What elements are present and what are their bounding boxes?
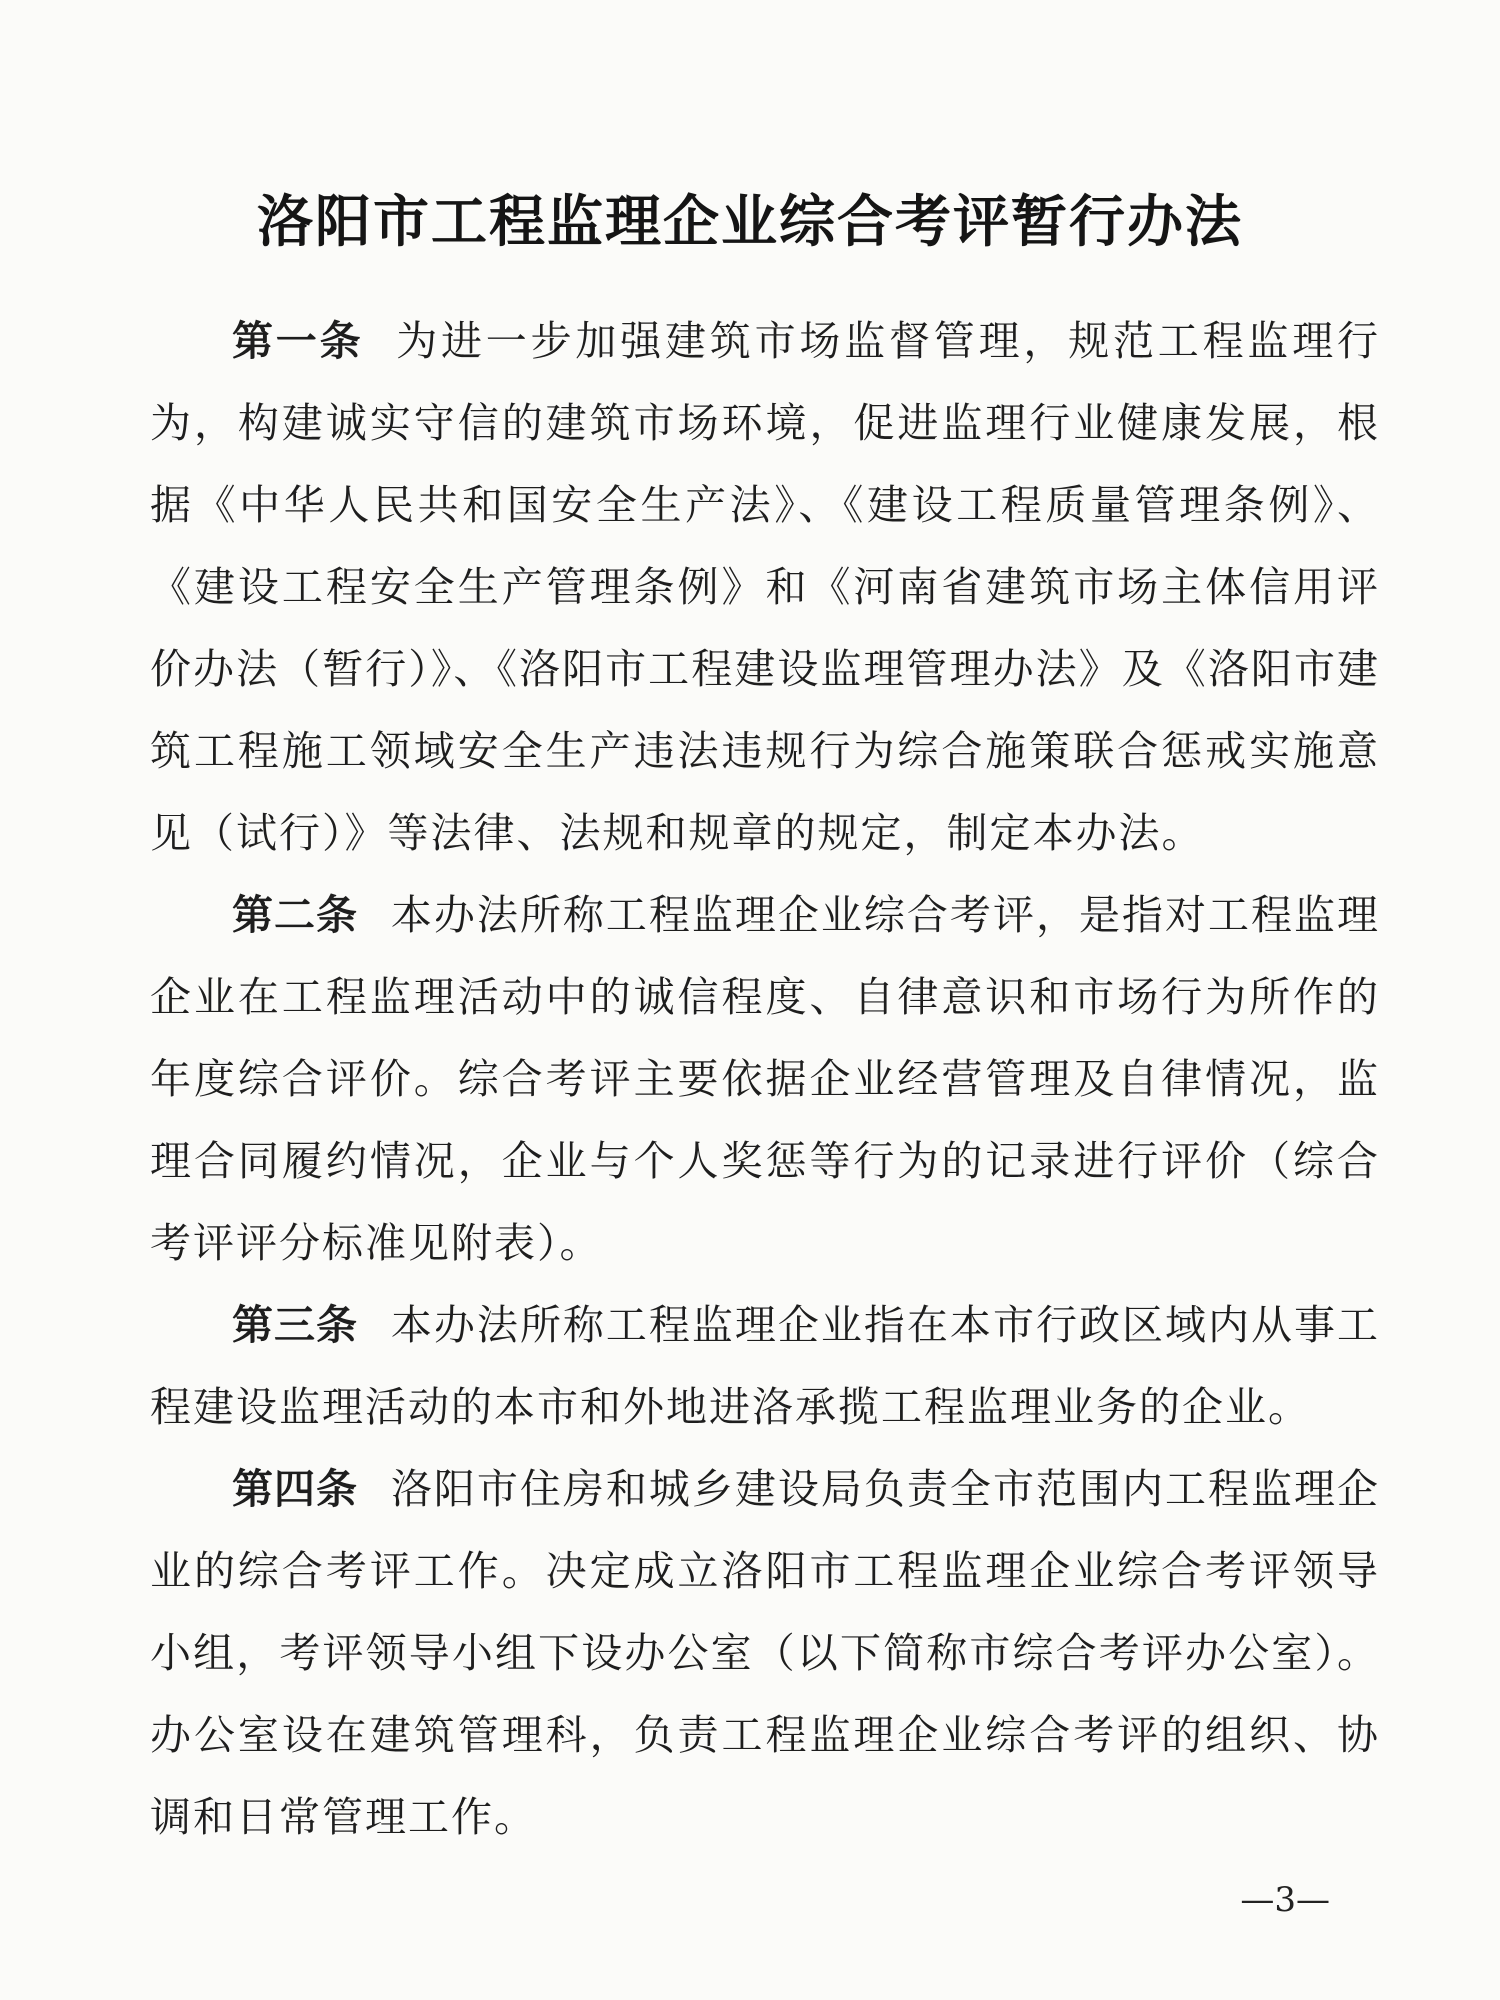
article-1-text: 为进一步加强建筑市场监督管理，规范工程监理行为，构建诚实守信的建筑市场环境，促进监理行业健康发展，根据《中华人民共和国安全生产法》、《建设工程质量管理条例》、《建设工程安全生产管理条例》和《河南省建筑市场主体信用评价办法（暂行）》、《洛阳市工程建设监理管理办法》及《洛阳市建筑工程施工领域安全生产违法违规行为综合施策联合惩戒实施意见（试行）》等法律、法规和规章的规定，制定本办法。 — [150, 317, 1381, 857]
document-title: 洛阳市工程监理企业综合考评暂行办法 — [257, 188, 1243, 255]
article-3 — [150, 1284, 1380, 1448]
article-4-heading: 第四条 — [232, 1465, 359, 1513]
document-body — [150, 300, 1380, 1858]
article-2-heading: 第二条 — [232, 891, 359, 939]
article-3-heading: 第三条 — [232, 1301, 359, 1349]
page-number: —3— — [1240, 1880, 1330, 1920]
article-1-heading: 第一条 — [232, 317, 364, 365]
article-4 — [150, 1448, 1380, 1858]
article-1 — [150, 300, 1380, 874]
article-3-text: 本办法所称工程监理企业指在本市行政区域内从事工程建设监理活动的本市和外地进洛承揽工程监理业务的企业。 — [150, 1301, 1381, 1431]
article-2-text: 本办法所称工程监理企业综合考评，是指对工程监理企业在工程监理活动中的诚信程度、自律意识和市场行为所作的年度综合评价。综合考评主要依据企业经营管理及自律情况，监理合同履约情况，企业与个人奖惩等行为的记录进行评价（综合考评评分标准见附表）。 — [150, 891, 1381, 1267]
article-2 — [150, 874, 1380, 1284]
article-4-text: 洛阳市住房和城乡建设局负责全市范围内工程监理企业的综合考评工作。决定成立洛阳市工程监理企业综合考评领导小组，考评领导小组下设办公室（以下简称市综合考评办公室）。办公室设在建筑管理科，负责工程监理企业综合考评的组织、协调和日常管理工作。 — [150, 1465, 1381, 1841]
